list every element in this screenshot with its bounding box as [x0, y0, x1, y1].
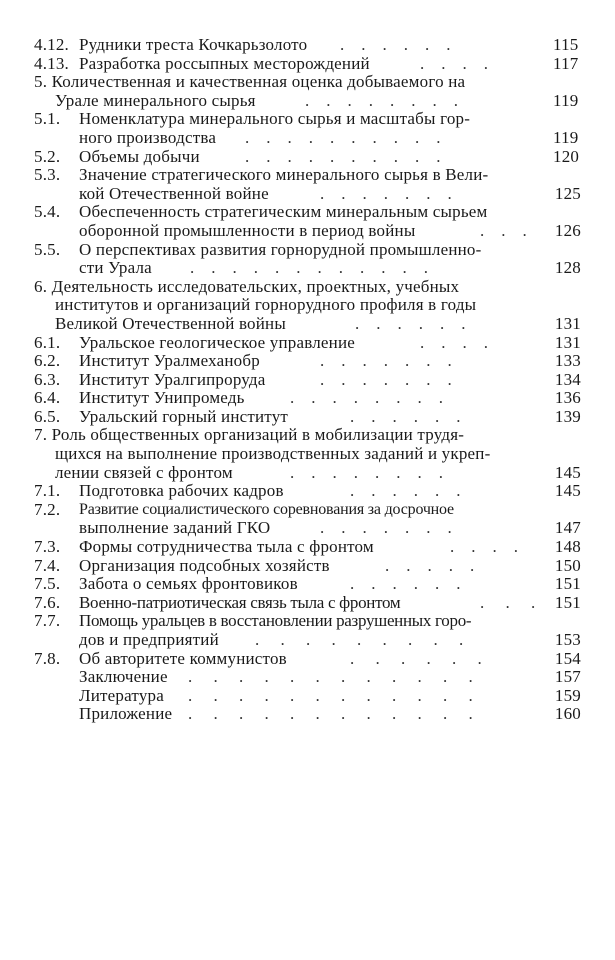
toc-entry: [0, 203, 615, 222]
toc-entry-continuation: [0, 445, 615, 464]
leader-dots: . . .: [480, 592, 536, 612]
leader-dots: . . . .: [450, 537, 518, 557]
entry-title: Уральский горный институт: [79, 406, 289, 426]
entry-number: 5.: [34, 72, 48, 92]
entry-number: 5.5.: [34, 239, 61, 259]
entry-page: 133: [554, 351, 581, 371]
entry-title: Институт Унипромедь: [79, 388, 245, 408]
entry-page: 136: [554, 388, 581, 408]
entry-page: 139: [554, 406, 581, 426]
toc-entry: [0, 538, 615, 557]
toc-entry-continuation: [0, 259, 615, 278]
entry-page: 153: [554, 630, 581, 649]
entry-title: Подготовка рабочих кадров: [79, 481, 284, 501]
leader-dots: . . . . . . .: [320, 518, 452, 538]
entry-title-line: кой Отечественной войне: [79, 183, 269, 203]
entry-number: 4.12.: [34, 35, 69, 54]
toc-entry: [0, 148, 615, 167]
toc-entry: [0, 352, 615, 371]
entry-number: 7.3.: [34, 537, 61, 557]
leader-dots: . . . . . .: [350, 481, 461, 501]
toc-entry: [0, 501, 615, 520]
entry-title: [34, 278, 459, 297]
entry-title-line: Развитие социалистического соревнования за досрочное: [79, 500, 454, 518]
entry-title-line: О перспективах развития горнорудной промышленно-: [79, 239, 482, 259]
entry-number: 7.8.: [34, 648, 61, 668]
toc-entry: [0, 668, 615, 687]
entry-title: Заключение: [79, 667, 168, 687]
entry-page: 115: [553, 35, 579, 54]
toc-entry: [0, 278, 615, 297]
entry-page: 119: [553, 127, 579, 147]
entry-title: [34, 426, 464, 445]
entry-page: 126: [554, 220, 581, 240]
entry-page: 160: [554, 704, 581, 724]
toc-entry: [0, 650, 615, 669]
toc-entry-continuation: [0, 129, 615, 148]
entry-title: Формы сотрудничества тыла с фронтом: [79, 537, 374, 557]
leader-dots: . . . . . . . .: [305, 90, 458, 110]
entry-number: 5.2.: [34, 146, 61, 166]
toc-entry-continuation: [0, 296, 615, 315]
toc-entry: [0, 612, 615, 631]
entry-title-line: Роль общественных организаций в мобилизации трудя-: [51, 425, 465, 445]
entry-title: Об авторитете коммунистов: [79, 648, 287, 668]
leader-dots: . . . . . . . . . . . .: [188, 704, 473, 724]
leader-dots: . . . . . . . . . . . .: [188, 667, 473, 687]
entry-title-line: Значение стратегического минерального сырья в Вели-: [79, 165, 489, 185]
toc-entry: [0, 705, 615, 724]
entry-title: Литература: [79, 685, 164, 705]
entry-title-line: Великой Отечественной войны: [55, 313, 286, 333]
entry-page: 145: [554, 462, 581, 482]
toc-entry: [0, 55, 615, 74]
entry-title-line: оборонной промышленности в период войны: [79, 220, 416, 240]
entry-title-line: Деятельность исследовательских, проектных, учебных: [51, 276, 460, 296]
toc-entry: [0, 73, 615, 92]
entry-page: 125: [554, 183, 581, 203]
toc-entry: [0, 426, 615, 445]
entry-number: 7.1.: [34, 481, 61, 501]
entry-page: 131: [554, 313, 581, 333]
toc-entry: [0, 389, 615, 408]
entry-page: 134: [554, 369, 581, 389]
leader-dots: . . . . . . . . . . . .: [188, 685, 473, 705]
leader-dots: . . . . . .: [355, 313, 466, 333]
entry-number: 6.5.: [34, 406, 61, 426]
entry-number: 7.6.: [34, 592, 61, 612]
entry-title: Разработка россыпных месторождений: [79, 53, 370, 73]
entry-number: 6.3.: [34, 369, 61, 389]
entry-title: Институт Уралмеханобр: [79, 351, 260, 371]
leader-dots: . . . . . . . . .: [255, 630, 464, 649]
entry-title-line: Урале минерального сырья: [55, 90, 256, 110]
toc-entry: [0, 594, 615, 613]
entry-page: 151: [554, 592, 581, 612]
toc-entry: [0, 334, 615, 353]
entry-title: Уральское геологическое управление: [79, 332, 356, 352]
entry-title: Объемы добычи: [79, 146, 200, 166]
toc-entry: [0, 482, 615, 501]
toc-entry-continuation: [0, 631, 615, 650]
entry-title: Институт Уралгипроруда: [79, 369, 266, 389]
entry-number: 6.: [34, 276, 48, 296]
leader-dots: . . . . . . .: [320, 351, 452, 371]
entry-title: Военно-патриотическая связь тыла с фронтом: [79, 592, 401, 612]
toc-entry: [0, 166, 615, 185]
leader-dots: . . . . . . .: [320, 183, 452, 203]
leader-dots: . . . .: [420, 53, 488, 73]
toc-entry: [0, 241, 615, 260]
entry-title-line: Номенклатура минерального сырья и масштабы гор-: [79, 109, 471, 129]
entry-number: 7.4.: [34, 555, 61, 575]
entry-number: 7.7.: [34, 611, 61, 631]
toc-entry-continuation: [0, 519, 615, 538]
entry-title-line: Количественная и качественная оценка добываемого на: [51, 72, 466, 92]
entry-page: 120: [553, 146, 580, 166]
leader-dots: . . . . . .: [350, 406, 461, 426]
toc-entry: [0, 557, 615, 576]
leader-dots: . . . . . .: [340, 35, 451, 54]
leader-dots: . . . . . .: [350, 574, 461, 594]
entry-title-line: щихся на выполнение производственных заданий и укреп-: [55, 444, 491, 464]
toc-entry-continuation: [0, 315, 615, 334]
entry-page: 154: [554, 648, 581, 668]
entry-number: 4.13.: [34, 53, 69, 73]
toc-entry-continuation: [0, 464, 615, 483]
entry-number: 7.2.: [34, 499, 61, 519]
entry-page: 150: [554, 555, 581, 575]
entry-title-line: выполнение заданий ГКО: [79, 518, 271, 538]
toc-entry: [0, 371, 615, 390]
entry-title: Рудники треста Кочкарьзолото: [79, 35, 308, 54]
entry-number: 5.1.: [34, 109, 61, 129]
entry-page: 159: [554, 685, 581, 705]
leader-dots: . . .: [480, 220, 527, 240]
entry-number: 7.: [34, 425, 48, 445]
leader-dots: . . . . . . .: [320, 369, 452, 389]
leader-dots: . . . . . . . .: [290, 462, 443, 482]
entry-title-line: дов и предприятий: [79, 630, 219, 649]
toc-entry: [0, 110, 615, 129]
entry-page: 157: [554, 667, 581, 687]
entry-page: 128: [554, 258, 581, 278]
entry-title: Забота о семьях фронтовиков: [79, 574, 298, 594]
entry-number: 7.5.: [34, 574, 61, 594]
toc-entry: [0, 687, 615, 706]
entry-page: 148: [554, 537, 581, 557]
leader-dots: . . . . . .: [350, 648, 482, 668]
toc-entry-continuation: [0, 222, 615, 241]
table-of-contents: [0, 36, 615, 724]
leader-dots: . . . . . . . . . . . .: [190, 258, 428, 278]
entry-page: 151: [554, 574, 581, 594]
entry-page: 145: [554, 481, 581, 501]
entry-title-line: лении связей с фронтом: [55, 462, 233, 482]
entry-number: 5.3.: [34, 165, 61, 185]
entry-page: 119: [553, 90, 579, 110]
entry-title: Организация подсобных хозяйств: [79, 555, 330, 575]
entry-page: 131: [554, 332, 581, 352]
entry-number: 5.4.: [34, 202, 61, 222]
entry-title-line: Помощь уральцев в восстановлении разрушенных горо-: [79, 611, 472, 631]
entry-title: [34, 73, 465, 92]
entry-title-line: институтов и организаций горнорудного профиля в годы: [55, 295, 477, 315]
toc-entry: [0, 408, 615, 427]
leader-dots: . . . . . . . .: [290, 388, 443, 408]
toc-entry-continuation: [0, 185, 615, 204]
leader-dots: . . . . .: [385, 555, 475, 575]
leader-dots: . . . . . . . . . .: [245, 146, 441, 166]
entry-number: 6.2.: [34, 351, 61, 371]
toc-entry: [0, 575, 615, 594]
entry-number: 6.1.: [34, 332, 61, 352]
entry-title: Приложение: [79, 704, 173, 724]
entry-title-line: ного производства: [79, 127, 217, 147]
entry-title-line: сти Урала: [79, 258, 152, 278]
toc-entry: [0, 36, 615, 55]
entry-page: 117: [553, 53, 579, 73]
entry-title-line: Обеспеченность стратегическим минеральным сырьем: [79, 202, 488, 222]
leader-dots: . . . .: [420, 332, 488, 352]
toc-entry-continuation: [0, 92, 615, 111]
leader-dots: . . . . . . . . . .: [245, 127, 441, 147]
entry-page: 147: [554, 518, 581, 538]
entry-number: 6.4.: [34, 388, 61, 408]
